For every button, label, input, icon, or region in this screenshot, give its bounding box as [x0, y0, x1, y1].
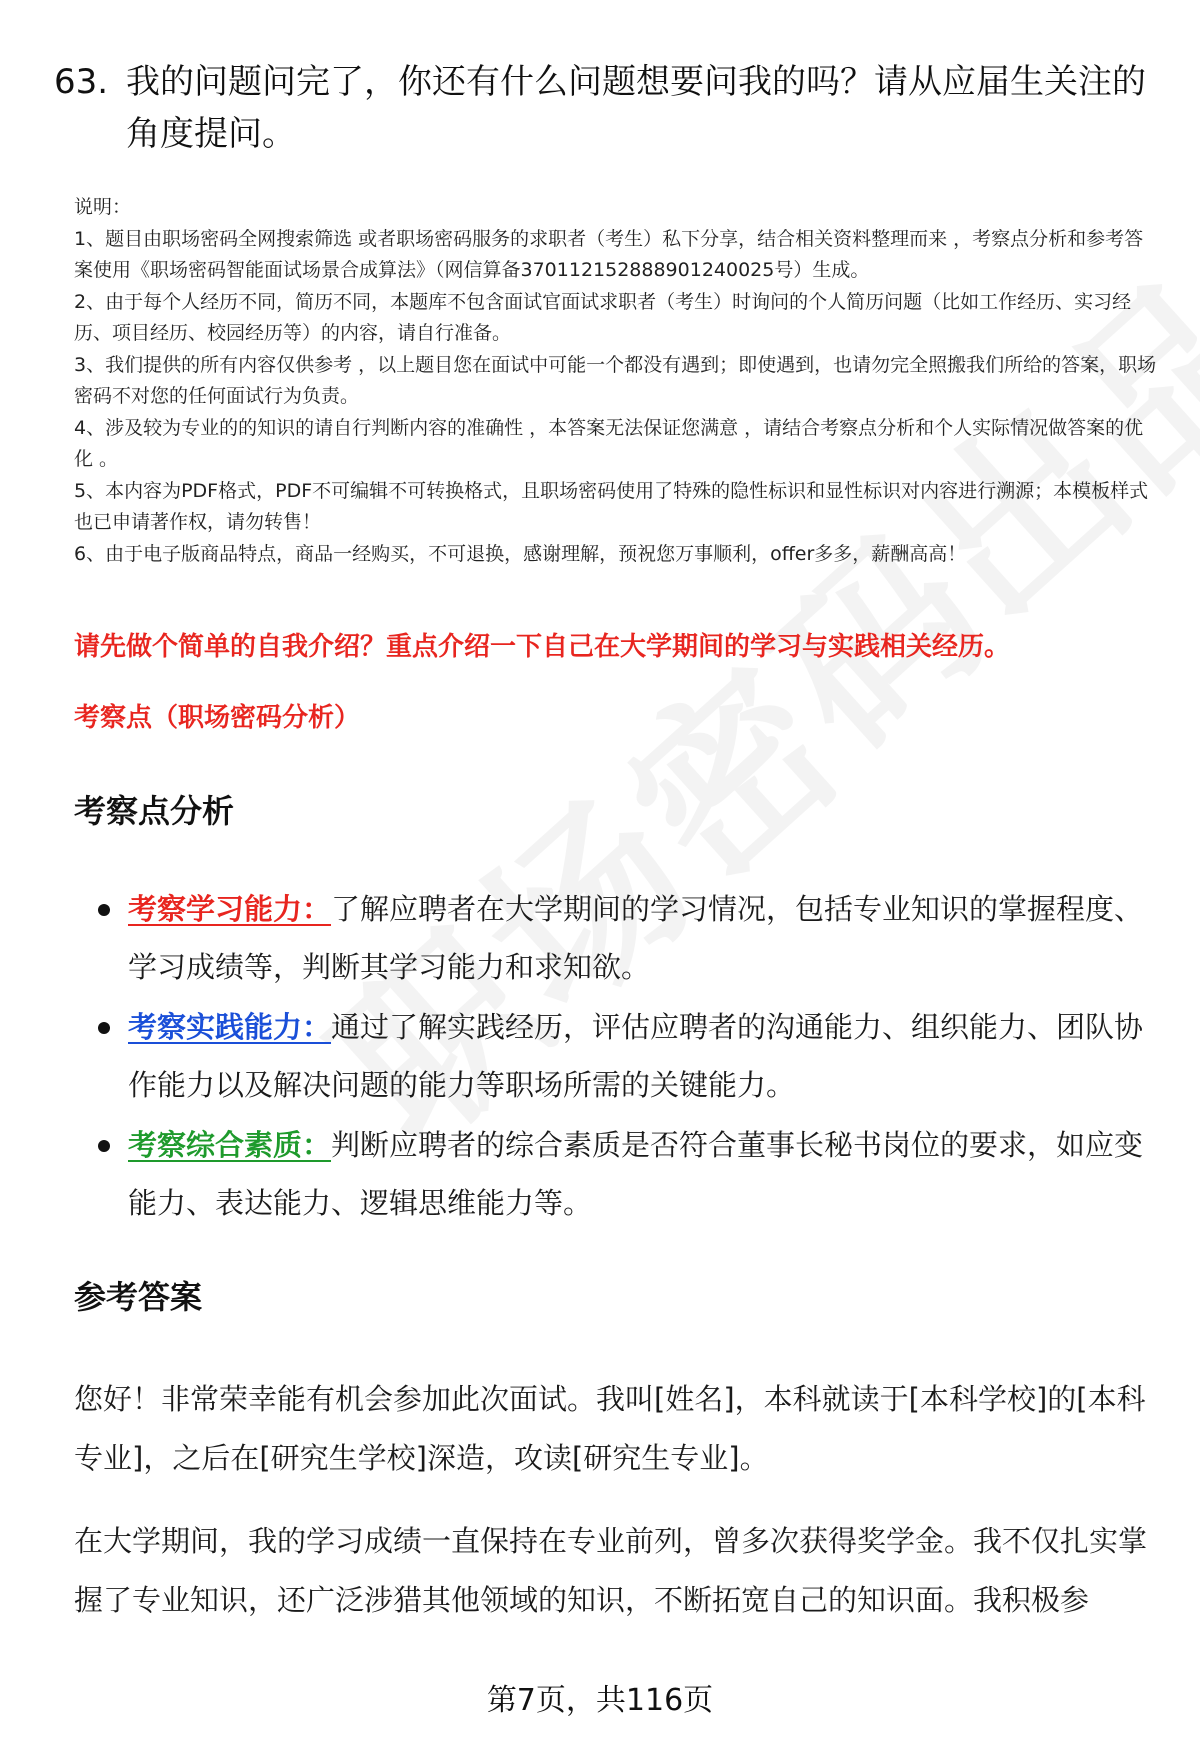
bullet-dot-icon [98, 1140, 110, 1152]
question-title [54, 56, 1154, 160]
analysis-item [96, 1116, 1156, 1232]
exam-point-label: 考察点（职场密码分析） [74, 703, 361, 733]
analysis-keyword: 考察实践能力： [128, 1010, 332, 1044]
analysis-text: 通过了解实践经历，评估应聘者的沟通能力、组织能力、团队协作能力以及解决问题的能力等职场所需的关键能力。 [128, 1010, 1144, 1102]
sub-question: 请先做个简单的自我介绍？重点介绍一下自己在大学期间的学习与实践相关经历。 [74, 632, 1011, 662]
question-text: 我的问题问完了，你还有什么问题想要问我的吗？请从应届生关注的角度提问。 [126, 62, 1146, 154]
notes-heading: 说明： [74, 196, 132, 218]
analysis-item [96, 880, 1156, 996]
page-footer: 第7页，共116页 [486, 1683, 714, 1718]
analysis-text: 了解应聘者在大学期间的学习情况，包括专业知识的掌握程度、学习成绩等，判断其学习能力和求知欲。 [128, 892, 1144, 984]
analysis-item [96, 998, 1156, 1114]
analysis-list [96, 880, 1156, 1234]
notes-item: 6、由于电子版商品特点，商品一经购买，不可退换，感谢理解，预祝您万事顺利，offer多多，薪酬高高！ [74, 542, 967, 565]
notes-item: 3、我们提供的所有内容仅供参考 ，以上题目您在面试中可能一个都没有遇到；即使遇到，也请勿完全照搬我们所给的答案，职场密码不对您的任何面试行为负责。 [74, 353, 1157, 407]
analysis-keyword: 考察学习能力： [128, 892, 332, 926]
notes-item: 5、本内容为PDF格式，PDF不可编辑不可转换格式，且职场密码使用了特殊的隐性标识和显性标识对内容进行溯源；本模板样式也已申请著作权，请勿转售！ [74, 479, 1149, 533]
question-number: 63. [54, 62, 109, 102]
notes-item: 4、涉及较为专业的的知识的请自行判断内容的准确性 ，本答案无法保证您满意 ，请结合考察点分析和个人实际情况做答案的优化 。 [74, 416, 1144, 470]
analysis-heading: 考察点分析 [74, 792, 235, 830]
answer-paragraph: 您好！非常荣幸能有机会参加此次面试。我叫[姓名]，本科就读于[本科学校]的[本科专业]，之后在[研究生学校]深造，攻读[研究生专业]。 [74, 1382, 1146, 1475]
bullet-dot-icon [98, 904, 110, 916]
bullet-dot-icon [98, 1022, 110, 1034]
analysis-text: 判断应聘者的综合素质是否符合董事长秘书岗位的要求，如应变能力、表达能力、逻辑思维能力等。 [128, 1128, 1144, 1220]
analysis-keyword: 考察综合素质： [128, 1128, 332, 1162]
answer-paragraph: 在大学期间，我的学习成绩一直保持在专业前列，曾多次获得奖学金。我不仅扎实掌握了专业知识，还广泛涉猎其他领域的知识，不断拓宽自己的知识面。我积极参 [74, 1524, 1148, 1617]
answer-heading: 参考答案 [74, 1278, 203, 1316]
notes-item: 1、题目由职场密码全网搜索筛选 或者职场密码服务的求职者（考生）私下分享，结合相关资料整理而来 ，考察点分析和参考答案使用《职场密码智能面试场景合成算法》（网信算备370112152888901240025号）生成。 [74, 227, 1144, 281]
notes-block [74, 192, 1162, 570]
notes-item: 2、由于每个人经历不同，简历不同，本题库不包含面试官面试求职者（考生）时询问的个人简历问题（比如工作经历、实习经历、项目经历、校园经历等）的内容，请自行准备。 [74, 290, 1132, 344]
